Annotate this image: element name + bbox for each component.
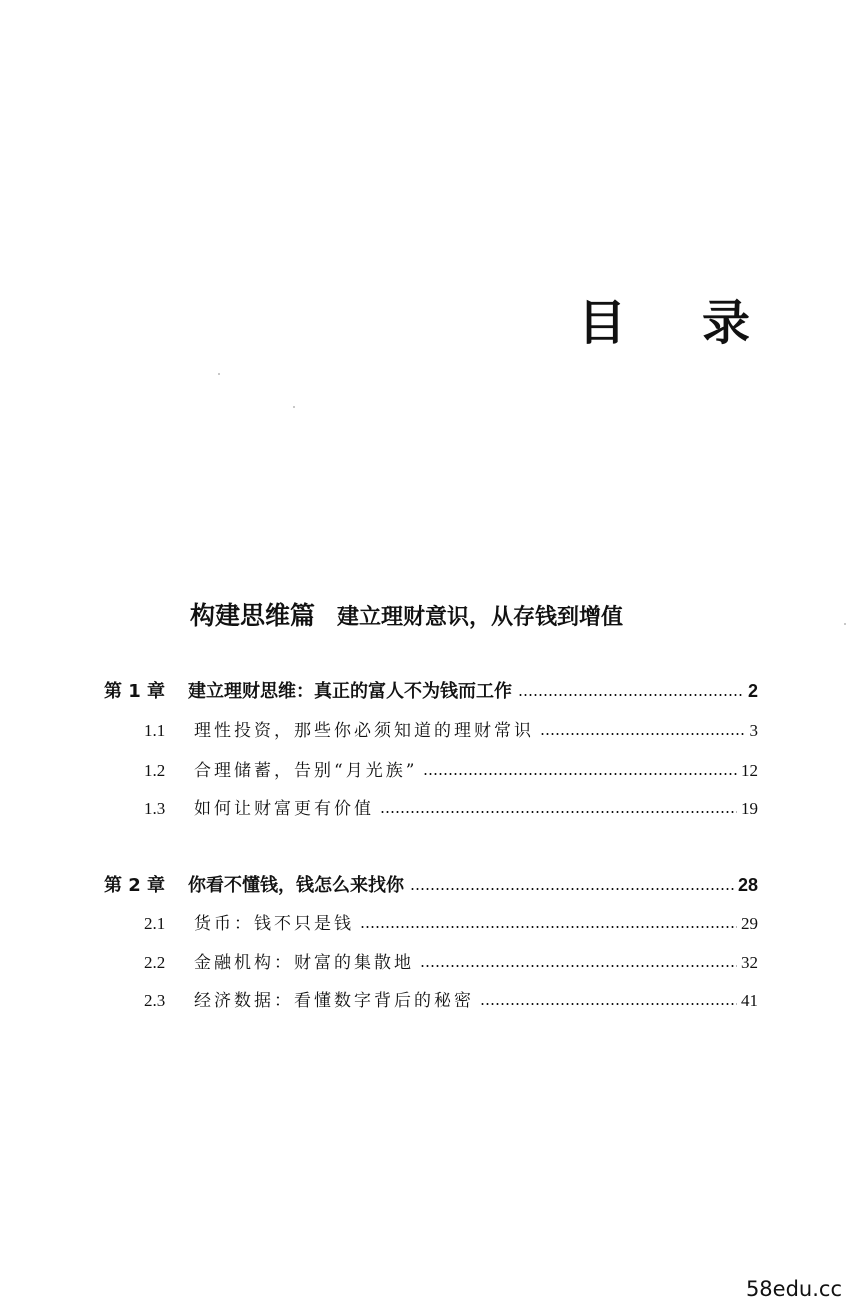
section-page-number: 41 <box>741 991 758 1010</box>
toc-section-2-3[interactable] <box>144 986 758 1014</box>
dot-leader <box>423 772 737 776</box>
section-title: 货币：钱不只是钱 <box>194 914 354 934</box>
chapter-page-number: 28 <box>737 875 758 895</box>
part-name: 构建思维篇 <box>190 601 316 630</box>
dot-leader <box>480 1002 737 1006</box>
section-title: 理性投资，那些你必须知道的理财常识 <box>194 721 534 741</box>
chapter-number: 第 2 章 <box>104 875 166 896</box>
dot-leader <box>360 925 737 929</box>
section-page-number: 19 <box>741 799 758 818</box>
chapter-title: 建立理财思维：真正的富人不为钱而工作 <box>188 681 512 702</box>
toc-section-2-2[interactable] <box>144 948 758 976</box>
part-heading <box>190 596 690 638</box>
toc-chapter-2[interactable] <box>104 871 758 899</box>
section-title: 合理储蓄，告别“月光族” <box>194 761 418 781</box>
dot-leader <box>410 887 734 891</box>
toc-section-1-1[interactable] <box>144 716 758 744</box>
toc-chapter-1[interactable] <box>104 677 758 705</box>
section-number: 2.2 <box>144 953 166 972</box>
section-title: 金融机构：财富的集散地 <box>194 953 414 973</box>
section-page-number: 3 <box>749 721 758 740</box>
section-page-number: 12 <box>741 761 758 780</box>
scan-speck <box>844 623 846 625</box>
section-number: 2.3 <box>144 991 166 1010</box>
watermark: 58edu.cc <box>745 1277 842 1301</box>
section-number: 1.3 <box>144 799 166 818</box>
section-page-number: 32 <box>741 953 758 972</box>
section-page-number: 29 <box>741 914 758 933</box>
section-title: 经济数据：看懂数字背后的秘密 <box>194 991 474 1011</box>
chapter-number: 第 1 章 <box>104 681 166 702</box>
section-number: 1.2 <box>144 761 166 780</box>
toc-section-1-2[interactable] <box>144 756 758 784</box>
dot-leader <box>518 693 744 697</box>
dot-leader <box>420 964 737 968</box>
section-number: 2.1 <box>144 914 166 933</box>
scan-speck <box>218 373 220 375</box>
section-title: 如何让财富更有价值 <box>194 799 374 819</box>
chapter-title: 你看不懂钱，钱怎么来找你 <box>188 875 404 896</box>
chapter-page-number: 2 <box>747 681 758 701</box>
dot-leader <box>540 732 746 736</box>
toc-section-2-1[interactable] <box>144 909 758 937</box>
part-subtitle: 建立理财意识，从存钱到增值 <box>337 604 624 630</box>
scan-speck <box>293 406 295 408</box>
section-number: 1.1 <box>144 721 166 740</box>
dot-leader <box>380 810 737 814</box>
page-title: 目录 <box>578 295 827 351</box>
toc-section-1-3[interactable] <box>144 794 758 822</box>
